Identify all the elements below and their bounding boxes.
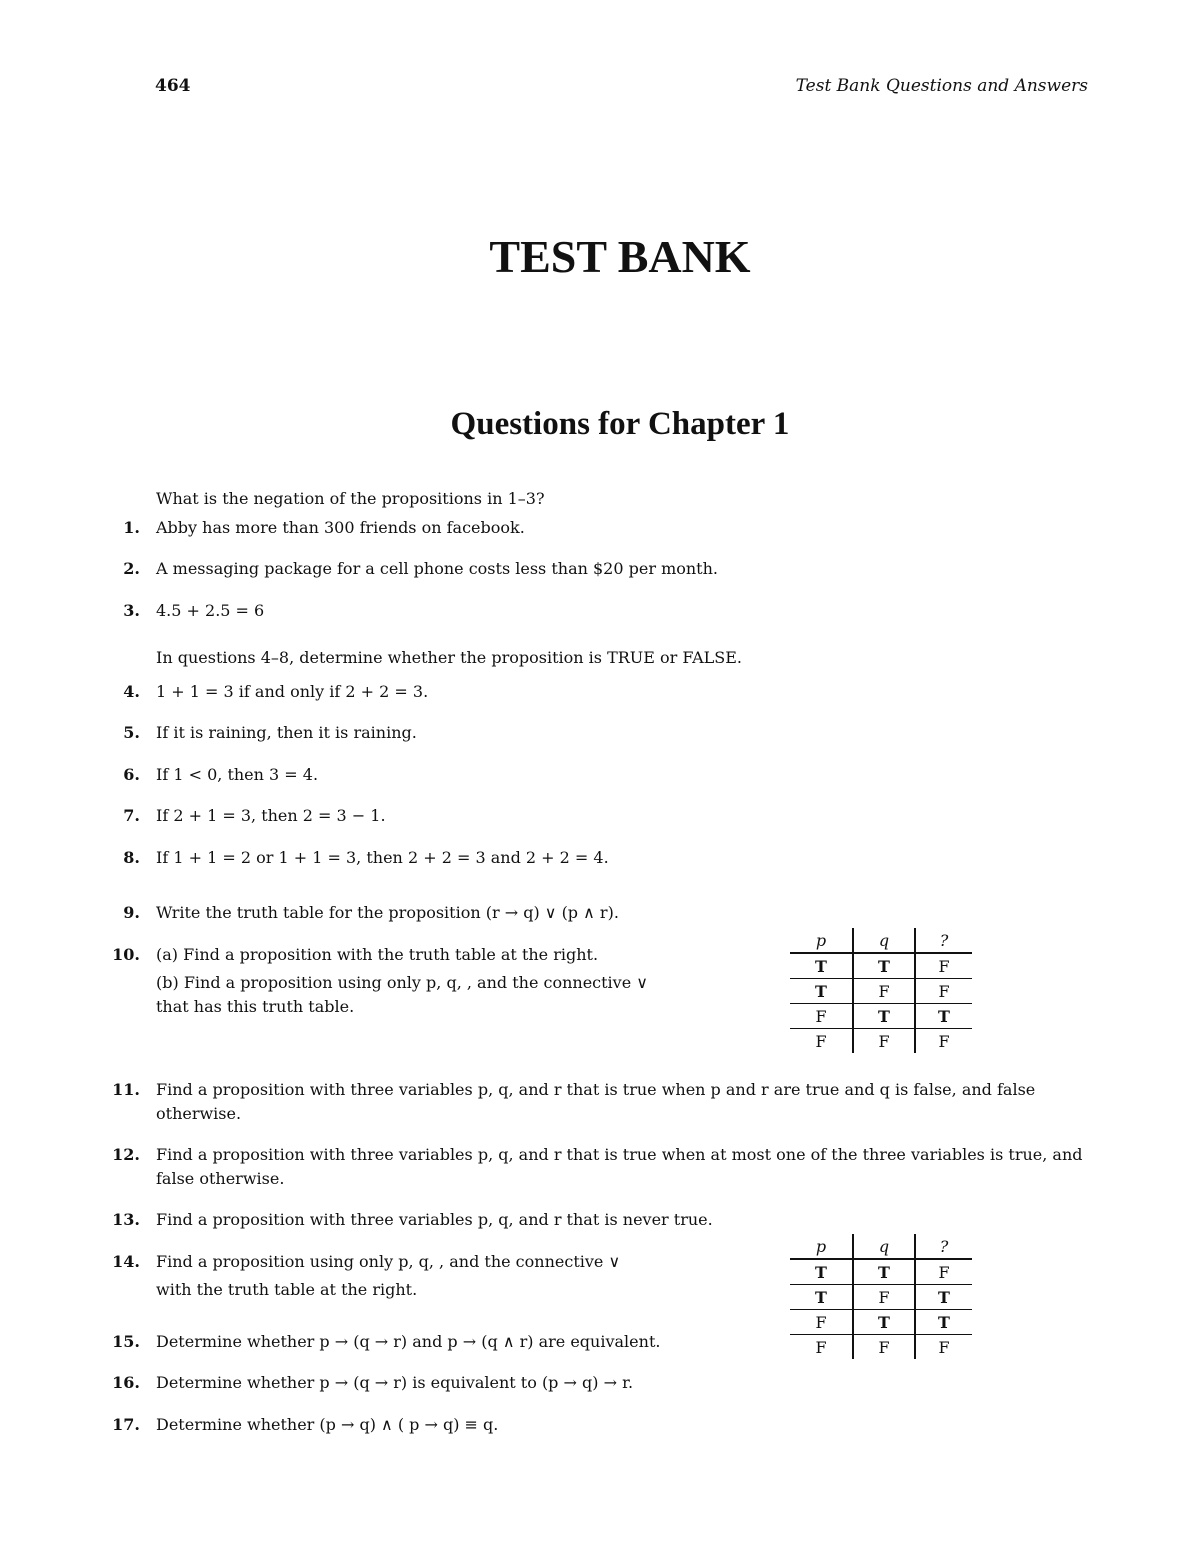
question-number: 16. xyxy=(112,1373,140,1392)
question-number: 5. xyxy=(123,723,140,742)
question-number: 8. xyxy=(123,848,140,867)
truth-table-cell: T xyxy=(790,979,853,1004)
question-text: Write the truth table for the proposition (r → q) ∨ (p ∧ r). xyxy=(156,903,619,922)
question-text: If it is raining, then it is raining. xyxy=(156,723,417,742)
question-text: 4.5 + 2.5 = 6 xyxy=(156,601,265,620)
question-number: 15. xyxy=(112,1332,140,1351)
truth-table-cell: T xyxy=(853,1259,915,1285)
question-number: 11. xyxy=(112,1080,140,1099)
page-number: 464 xyxy=(155,76,191,96)
truth-table-cell: F xyxy=(853,1285,915,1310)
truth-table-cell: F xyxy=(790,1335,853,1360)
question-text: Find a proposition with three variables p, q, and r that is never true. xyxy=(156,1210,713,1229)
question-text: If 1 + 1 = 2 or 1 + 1 = 3, then 2 + 2 = 3 and 2 + 2 = 4. xyxy=(156,848,609,867)
truth-table-header: q xyxy=(853,928,915,953)
question-number: 1. xyxy=(123,518,140,537)
instruction-negation: What is the negation of the propositions in 1–3? xyxy=(156,489,545,508)
truth-table-cell: F xyxy=(938,1031,950,1051)
truth-table-cell: T xyxy=(853,1310,915,1335)
truth-table-cell: F xyxy=(790,1310,853,1335)
question-text: Find a proposition with three variables p, q, and r that is true when p and r are true and q is false, and false otherwise. xyxy=(156,1080,1036,1123)
instruction-true-false: In questions 4–8, determine whether the proposition is TRUE or FALSE. xyxy=(156,648,743,667)
question-number: 3. xyxy=(123,601,140,620)
question-text-part-a: (a) Find a proposition with the truth table at the right. xyxy=(156,945,599,964)
truth-table-cell: F xyxy=(915,953,972,979)
truth-table-cell: F xyxy=(938,1337,950,1357)
question-number: 17. xyxy=(112,1415,140,1434)
truth-table-header: ? xyxy=(915,928,972,953)
question-text-part-b-cont: that has this truth table. xyxy=(156,997,355,1016)
question-text: Determine whether p → (q → r) is equivalent to (p → q) → r. xyxy=(156,1373,634,1392)
truth-table-cell: F xyxy=(853,1335,915,1360)
truth-table-cell: T xyxy=(853,953,915,979)
truth-table-2 xyxy=(790,1234,972,1359)
truth-table-cell: T xyxy=(790,1259,853,1285)
running-head: Test Bank Questions and Answers xyxy=(795,76,1088,96)
question-number: 14. xyxy=(112,1252,140,1271)
question-text: 1 + 1 = 3 if and only if 2 + 2 = 3. xyxy=(156,682,429,701)
truth-table-cell: F xyxy=(790,1004,853,1029)
truth-table-cell: F xyxy=(853,1029,915,1054)
truth-table-header: ? xyxy=(915,1234,972,1259)
question-number: 6. xyxy=(123,765,140,784)
question-text: Determine whether (p → q) ∧ ( p → q) ≡ q. xyxy=(156,1415,499,1434)
question-text: Find a proposition using only p, q, , and the connective ∨ xyxy=(156,1252,621,1271)
question-number: 4. xyxy=(123,682,140,701)
question-text: Find a proposition with three variables p, q, and r that is true when at most one of the three variables is true, and false otherwise. xyxy=(156,1145,1083,1188)
truth-table-cell: T xyxy=(790,953,853,979)
question-text-cont: with the truth table at the right. xyxy=(156,1280,418,1299)
truth-table-header: p xyxy=(790,928,853,953)
question-number: 12. xyxy=(112,1145,140,1164)
main-title: TEST BANK xyxy=(489,231,751,282)
question-text: If 1 < 0, then 3 = 4. xyxy=(156,765,319,784)
question-number: 9. xyxy=(123,903,140,922)
question-number: 2. xyxy=(123,559,140,578)
truth-table-cell: T xyxy=(853,1004,915,1029)
truth-table-cell: T xyxy=(790,1285,853,1310)
truth-table-cell: F xyxy=(853,979,915,1004)
truth-table-1 xyxy=(790,928,972,1053)
truth-table-cell: F xyxy=(915,1259,972,1285)
truth-table-header: p xyxy=(790,1234,853,1259)
question-text: A messaging package for a cell phone costs less than $20 per month. xyxy=(156,559,718,578)
chapter-title: Questions for Chapter 1 xyxy=(450,406,790,442)
question-number: 13. xyxy=(112,1210,140,1229)
question-number: 7. xyxy=(123,806,140,825)
question-number: 10. xyxy=(112,945,140,964)
question-text: If 2 + 1 = 3, then 2 = 3 − 1. xyxy=(156,806,386,825)
question-text: Abby has more than 300 friends on facebook. xyxy=(156,518,525,537)
truth-table-cell: F xyxy=(915,979,972,1004)
truth-table-cell: T xyxy=(915,1310,972,1335)
truth-table-cell: F xyxy=(790,1029,853,1054)
truth-table-cell: T xyxy=(915,1285,972,1310)
truth-table-cell: T xyxy=(915,1004,972,1029)
truth-table-header: q xyxy=(853,1234,915,1259)
question-text: Determine whether p → (q → r) and p → (q ∧ r) are equivalent. xyxy=(156,1332,661,1351)
question-text-part-b: (b) Find a proposition using only p, q, , and the connective ∨ xyxy=(156,973,648,992)
